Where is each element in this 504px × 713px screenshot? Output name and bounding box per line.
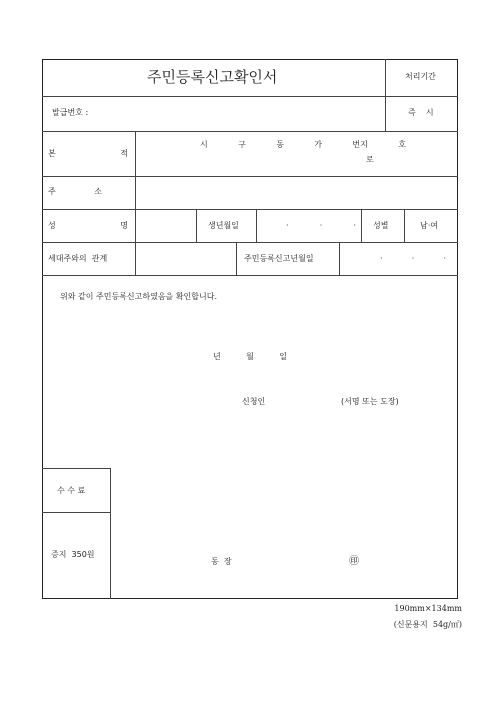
applicant-label: 신청인 [242, 397, 266, 406]
address-part-ho: 호 [398, 140, 406, 149]
report-date-dot: · [443, 254, 446, 263]
address-part-ga: 가 [314, 140, 323, 149]
relation-row-divider [339, 242, 340, 275]
date-day: 일 [279, 352, 287, 361]
form-frame [42, 59, 458, 599]
label-column-divider [135, 131, 136, 275]
report-date-label: 주민등록신고년월일 [244, 254, 314, 263]
relation-row-divider [236, 242, 237, 275]
fee-divider-mid [42, 512, 110, 513]
header-divider [385, 59, 386, 131]
name-row-divider [404, 209, 405, 242]
report-date-dot: · [380, 254, 383, 263]
row-divider [42, 275, 458, 276]
issue-date [213, 353, 287, 361]
birth-date-dots [286, 222, 356, 230]
name-row-divider [196, 209, 197, 242]
official-title: 동 장 [211, 557, 232, 566]
name-row-divider [256, 209, 257, 242]
fee-value: 증지 350원 [51, 550, 95, 559]
address-label-char: 주 [48, 187, 56, 196]
address-part-dong: 동 [276, 140, 284, 149]
domicile-address-parts [200, 141, 406, 149]
relation-label: 세대주와의 관계 [48, 254, 108, 263]
issue-number-label: 발급번호 : [52, 108, 89, 117]
gender-value: 남·여 [420, 221, 438, 230]
gender-label: 성별 [373, 221, 389, 230]
name-label-char: 성 [48, 221, 56, 230]
address-part-lot: 번지 [352, 140, 368, 149]
report-date-dots [380, 255, 446, 263]
address-part-city: 시 [200, 140, 208, 149]
form-title: 주민등록신고확인서 [147, 68, 278, 86]
fee-column-divider [110, 468, 111, 599]
report-date-dot: · [411, 254, 415, 263]
domicile-label-char: 적 [120, 149, 128, 158]
processing-period-label: 처리기간 [405, 72, 436, 81]
seal-mark: ㊞ [349, 556, 359, 567]
size-spec: 190mm×134mm [394, 604, 462, 613]
paper-spec: (신문용지 54g/㎡) [393, 620, 462, 629]
row-divider [42, 176, 458, 177]
birth-date-label: 생년월일 [208, 221, 239, 230]
name-label [48, 222, 128, 230]
confirmation-statement: 위와 같이 주민등록신고하였음을 확인합니다. [60, 292, 218, 301]
row-divider [42, 209, 458, 210]
address-label-char: 소 [94, 187, 102, 196]
address-part-district: 구 [238, 140, 246, 149]
domicile-label [48, 150, 128, 158]
date-year: 년 [213, 352, 221, 361]
date-month: 월 [246, 352, 254, 361]
fee-divider-top [42, 468, 110, 469]
row-divider [42, 242, 458, 243]
row-divider [42, 96, 458, 97]
name-row-divider [361, 209, 362, 242]
birth-dot: · [286, 221, 289, 230]
processing-period-value: 즉 시 [408, 108, 434, 117]
signature-hint: (서명 또는 도장) [341, 397, 399, 406]
birth-dot: · [319, 221, 323, 230]
address-label [48, 188, 102, 196]
domicile-label-char: 본 [48, 149, 56, 158]
row-divider [42, 131, 458, 132]
fee-label: 수 수 료 [57, 486, 86, 495]
birth-dot: · [353, 221, 356, 230]
name-label-char: 명 [120, 221, 128, 230]
address-part-road: 로 [366, 155, 374, 164]
